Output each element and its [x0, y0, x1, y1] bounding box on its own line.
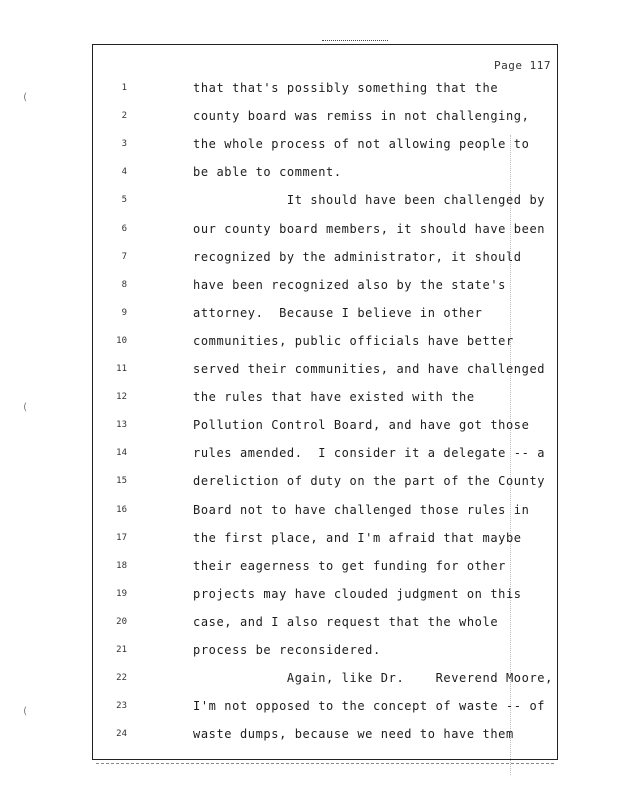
line-number: 3 — [121, 139, 127, 150]
line-text: the whole process of not allowing people to — [193, 137, 530, 152]
line-text: Board not to have challenged those rules in — [193, 502, 530, 517]
line-number: 21 — [116, 645, 127, 655]
line-text: projects may have clouded judgment on this — [193, 586, 522, 601]
line-text: I'm not opposed to the concept of waste -- of — [193, 699, 546, 714]
margin-speck: ( — [22, 402, 29, 413]
line-text: Pollution Control Board, and have got those — [193, 418, 530, 433]
line-number: 14 — [116, 448, 127, 459]
line-number: 2 — [121, 111, 127, 122]
line-text: recognized by the administrator, it should — [193, 249, 522, 264]
line-number: 4 — [121, 167, 127, 178]
line-text: be able to comment. — [193, 165, 342, 180]
line-text: It should have been challenged by — [193, 193, 546, 208]
line-number: 18 — [116, 560, 127, 571]
line-number: 19 — [116, 588, 127, 599]
line-text: the first place, and I'm afraid that maybe — [193, 530, 522, 545]
line-text: dereliction of duty on the part of the County — [193, 474, 546, 489]
line-text: have been recognized also by the state's — [193, 277, 506, 292]
line-number: 15 — [116, 476, 127, 487]
margin-speck: ( — [22, 706, 29, 717]
line-text: served their communities, and have challenged — [193, 362, 546, 376]
scan-artifact-top — [322, 40, 388, 43]
line-text: Again, like Dr. Reverend Moore, — [193, 671, 553, 686]
line-number: 24 — [116, 729, 127, 740]
line-text: county board was remiss in not challenging, — [193, 109, 530, 124]
line-number: 10 — [116, 335, 127, 346]
line-text: the rules that have existed with the — [193, 390, 475, 405]
line-number: 1 — [121, 83, 127, 93]
line-text: process be reconsidered. — [193, 643, 381, 657]
line-text: communities, public officials have better — [193, 333, 514, 348]
line-number: 16 — [116, 504, 127, 515]
line-number: 20 — [116, 616, 127, 627]
transcript-page — [92, 44, 558, 760]
margin-speck: ( — [22, 92, 29, 103]
line-number: 7 — [121, 251, 127, 262]
line-number: 22 — [116, 673, 127, 684]
page-number: Page 117 — [494, 59, 551, 72]
line-number: 17 — [116, 532, 127, 543]
line-number: 8 — [121, 279, 127, 290]
line-number: 6 — [121, 223, 127, 234]
line-text: that that's possibly something that the — [193, 81, 499, 95]
line-number: 5 — [121, 195, 127, 206]
line-text: waste dumps, because we need to have them — [193, 727, 514, 742]
line-text: attorney. Because I believe in other — [193, 305, 483, 320]
line-text: case, and I also request that the whole — [193, 614, 499, 629]
line-number: 23 — [116, 701, 127, 712]
line-number: 9 — [121, 307, 127, 318]
line-number: 13 — [116, 420, 127, 431]
scan-artifact-bottom — [96, 763, 554, 766]
line-number: 11 — [116, 364, 127, 374]
line-text: their eagerness to get funding for other — [193, 558, 506, 573]
line-text: rules amended. I consider it a delegate -- a — [193, 446, 546, 461]
line-text: our county board members, it should have been — [193, 221, 546, 236]
line-number: 12 — [116, 392, 127, 403]
